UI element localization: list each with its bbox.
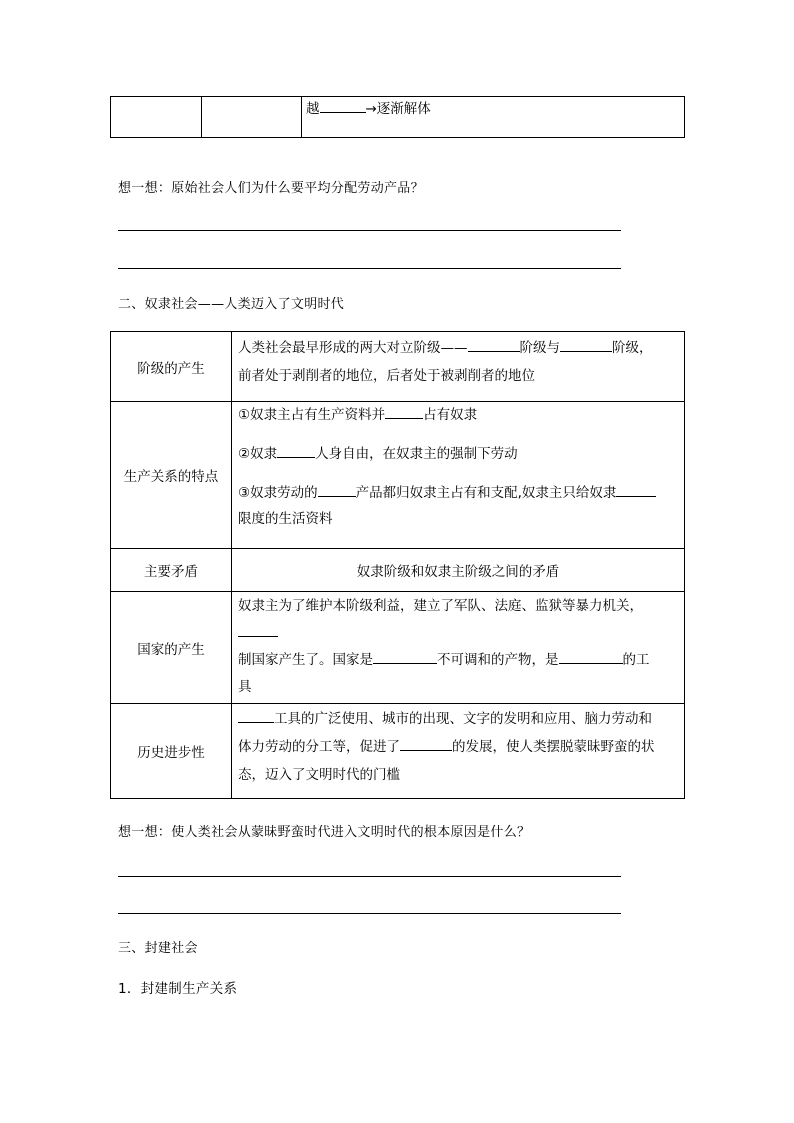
section-heading-2: 二、奴隶社会——人类迈入了文明时代 [118,297,345,312]
text-segment: 制国家产生了。国家是 [238,652,373,668]
row-label: 阶级的产生 [111,332,232,402]
table-row [111,332,685,402]
fill-blank[interactable] [320,100,366,113]
answer-line-4[interactable] [118,913,621,914]
text-line: 限度的生活资料 [238,511,333,527]
top-table-cell-2 [202,97,302,138]
row-content [232,704,685,799]
subheading-1: 1．封建制生产关系 [118,981,238,997]
text-segment: 产品都归奴隶主占有和支配,奴隶主只给奴隶 [355,485,617,501]
top-table-cell-1 [111,97,202,138]
row-label: 主要矛盾 [111,549,232,592]
row-content: 奴隶阶级和奴隶主阶级之间的矛盾 [232,549,685,592]
text-segment: 人身自由，在奴隶主的强制下劳动 [315,446,518,462]
text-segment: ③奴隶劳动的 [238,485,318,501]
text-segment: 的发展，使人类摆脱蒙昧野蛮的状 [452,739,655,755]
text-segment: 体力劳动的分工等，促进了 [238,739,400,755]
table-row [111,704,685,799]
row-content [232,402,685,549]
text-line: 态，迈入了文明时代的门槛 [238,767,400,783]
table-row [111,402,685,549]
text-segment: ②奴隶 [238,446,278,462]
text-segment: 阶级， [612,340,653,356]
slave-society-table [110,331,685,799]
text-segment: 奴隶主为了维护本阶级利益，建立了军队、法庭、监狱等暴力机关， [238,598,643,614]
fill-blank[interactable] [560,339,612,352]
answer-line-2[interactable] [118,268,621,269]
fill-blank[interactable] [277,445,315,458]
fill-blank[interactable] [616,484,656,497]
row-label: 国家的产生 [111,592,232,704]
top-table-fragment [110,96,685,138]
think-question-1: 想一想：原始社会人们为什么要平均分配劳动产品？ [118,181,424,196]
section-heading-3: 三、封建社会 [118,941,198,956]
row-label: 历史进步性 [111,704,232,799]
text-line: 前者处于剥削者的地位，后者处于被剥削者的地位 [238,368,535,384]
top-table-text-pre: 越 [306,101,320,117]
answer-line-3[interactable] [118,876,621,877]
think-question-2: 想一想：使人类社会从蒙昧野蛮时代进入文明时代的根本原因是什么？ [118,825,531,840]
text-segment: ①奴隶主占有生产资料并 [238,407,386,423]
text-segment: 阶级与 [519,340,560,356]
top-table-cell-3 [302,97,685,138]
text-segment: 工具的广泛使用、城市的出现、文字的发明和应用、脑力劳动和 [274,711,652,727]
row-content [232,332,685,402]
row-content [232,592,685,704]
fill-blank[interactable] [385,406,423,419]
text-line: 具 [238,679,252,695]
text-segment: 人类社会最早形成的两大对立阶级—— [238,340,468,356]
fill-blank[interactable] [559,651,623,664]
table-row [111,549,685,592]
top-table-text-post: →逐渐解体 [365,101,431,117]
text-segment: 不可调和的产物，是 [437,652,559,668]
table-row [111,592,685,704]
fill-blank[interactable] [238,624,278,637]
fill-blank[interactable] [468,339,520,352]
fill-blank[interactable] [318,484,356,497]
fill-blank[interactable] [238,710,274,723]
fill-blank[interactable] [373,651,437,664]
fill-blank[interactable] [400,738,452,751]
row-label: 生产关系的特点 [111,402,232,549]
text-segment: 占有奴隶 [423,407,478,423]
answer-line-1[interactable] [118,230,621,231]
text-segment: 的工 [622,652,650,668]
